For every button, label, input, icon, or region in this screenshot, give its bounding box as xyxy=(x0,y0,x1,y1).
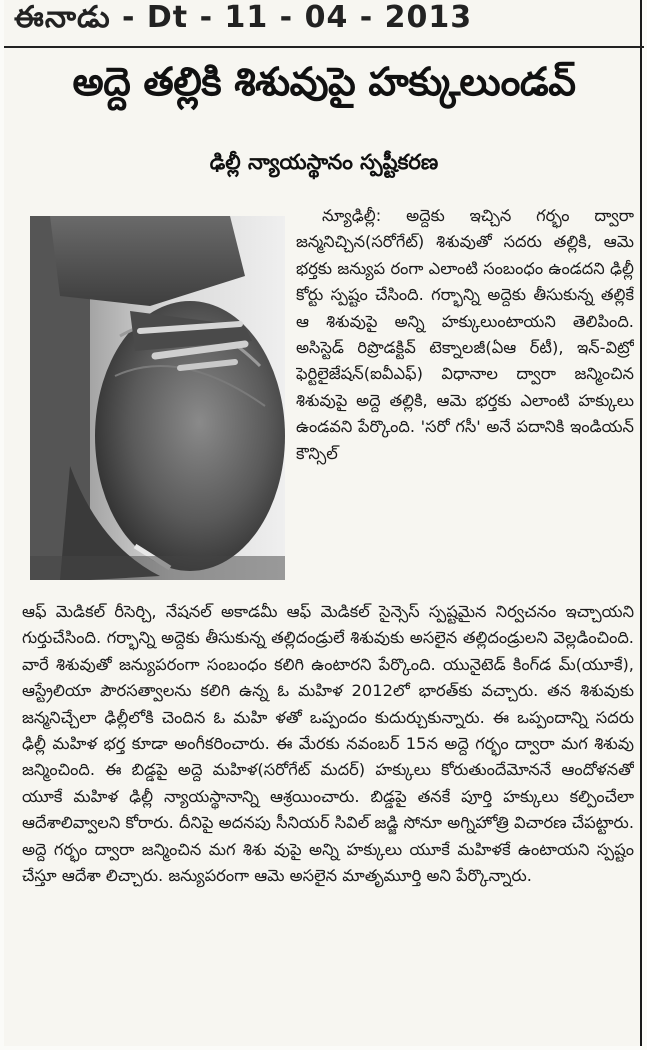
pregnant-woman-photo xyxy=(30,216,285,580)
photo-illustration xyxy=(30,216,285,580)
article-body-column: న్యూఢిల్లీ: అద్దెకు ఇచ్చిన గర్భం ద్వారా జన్మనిచ్చిన(సరోగేట్) శిశువుతో సదరు తల్లికి, ఆమె భర్తకు జన్యుప రంగా ఎలాంటి సంబంధం ఉండదని ఢిల్లీ కోర్టు స్పష్టం చేసింది. గర్భాన్ని అద్దెకు తీసుకున్న తల్లికే ఆ శిశువుపై అన్ని హక్కులుంటాయని తెలిపింది. అసిస్టెడ్ రిప్రొడక్టివ్ టెక్నాలజీ(ఏఆ ర్‌టీ), ఇన్-విట్రో ఫెర్టిలైజేషన్(ఐవీఎఫ్) విధానాల ద్వారా జన్మించిన శిశువుపై అద్దె తల్లికి, ఆమె భర్తకు ఎలాంటి హక్కులు ఉండవని పేర్కొంది. 'సరో గసీ' అనే పదానికి ఇండియన్ కౌన్సిల్ xyxy=(296,206,634,463)
headline: అద్దె తల్లికి శిశువుపై హక్కులుండవ్ xyxy=(72,60,576,105)
top-rule xyxy=(4,46,644,48)
article-body-full-width: ఆఫ్ మెడికల్ రీసెర్చి, నేషనల్ అకాడమీ ఆఫ్ మెడికల్ సైన్సెస్ స్పష్టమైన నిర్వచనం ఇచ్చాయని గుర్తుచేసింది. గర్భాన్ని అద్దెకు తీసుకున్న తల్లిదండ్రులే శిశువుకు అసలైన తల్లిదండ్రులని వెల్లడించింది. వారే శిశువుతో జన్యుపరంగా సంబంధం కలిగి ఉంటారని పేర్కొంది. యునైటెడ్ కింగ్‌డ మ్(యూకే), ఆస్ట్రేలియా పౌరసత్వాలను కలిగి ఉన్న ఓ మహిళ 2012లో భారత్‌కు వచ్చారు. తన శిశువుకు జన్మనిచ్చేలా ఢిల్లీలోకి చెందిన ఓ మహి ళతో ఒప్పందం కుదుర్చుకున్నారు. ఈ ఒప్పందాన్ని సదరు ఢిల్లీ మహిళ భర్త కూడా అంగీకరించారు. ఈ మేరకు నవంబర్ 15న అద్దె గర్భం ద్వారా మగ శిశువు జన్మించింది. ఈ బిడ్డపై అద్దె మహిళ(సరోగేట్ మదర్) హక్కులు కోరుతుందేమోననే ఆందోళనతో యూకే మహిళ ఢిల్లీ న్యాయస్థానాన్ని ఆశ్రయించారు. బిడ్డపై తనకే పూర్తి హక్కులు కల్పించేలా ఆదేశాలివ్వాలని కోరారు. దీనిపై అదనపు సీనియర్ సివిల్ జడ్జి సోనూ అగ్నిహోత్రి విచారణ చేపట్టారు. అద్దె గర్భం ద్వారా జన్మించిన మగ శిశు వుపై అన్ని హక్కులు యూకే మహిళకే ఉంటాయని స్పష్టం చేస్తూ ఆదేశా లిచ్చారు. జన్యుపరంగా ఆమె అసలైన మాతృమూర్తి అని పేర్కొన్నారు. xyxy=(22,602,634,886)
handwritten-date-note: ఈనాడు - Dt - 11 - 04 - 2013 xyxy=(14,0,473,35)
newspaper-clipping xyxy=(4,0,642,1046)
subheadline: ఢిల్లీ న్యాయస్థానం స్పష్టీకరణ xyxy=(209,150,439,174)
